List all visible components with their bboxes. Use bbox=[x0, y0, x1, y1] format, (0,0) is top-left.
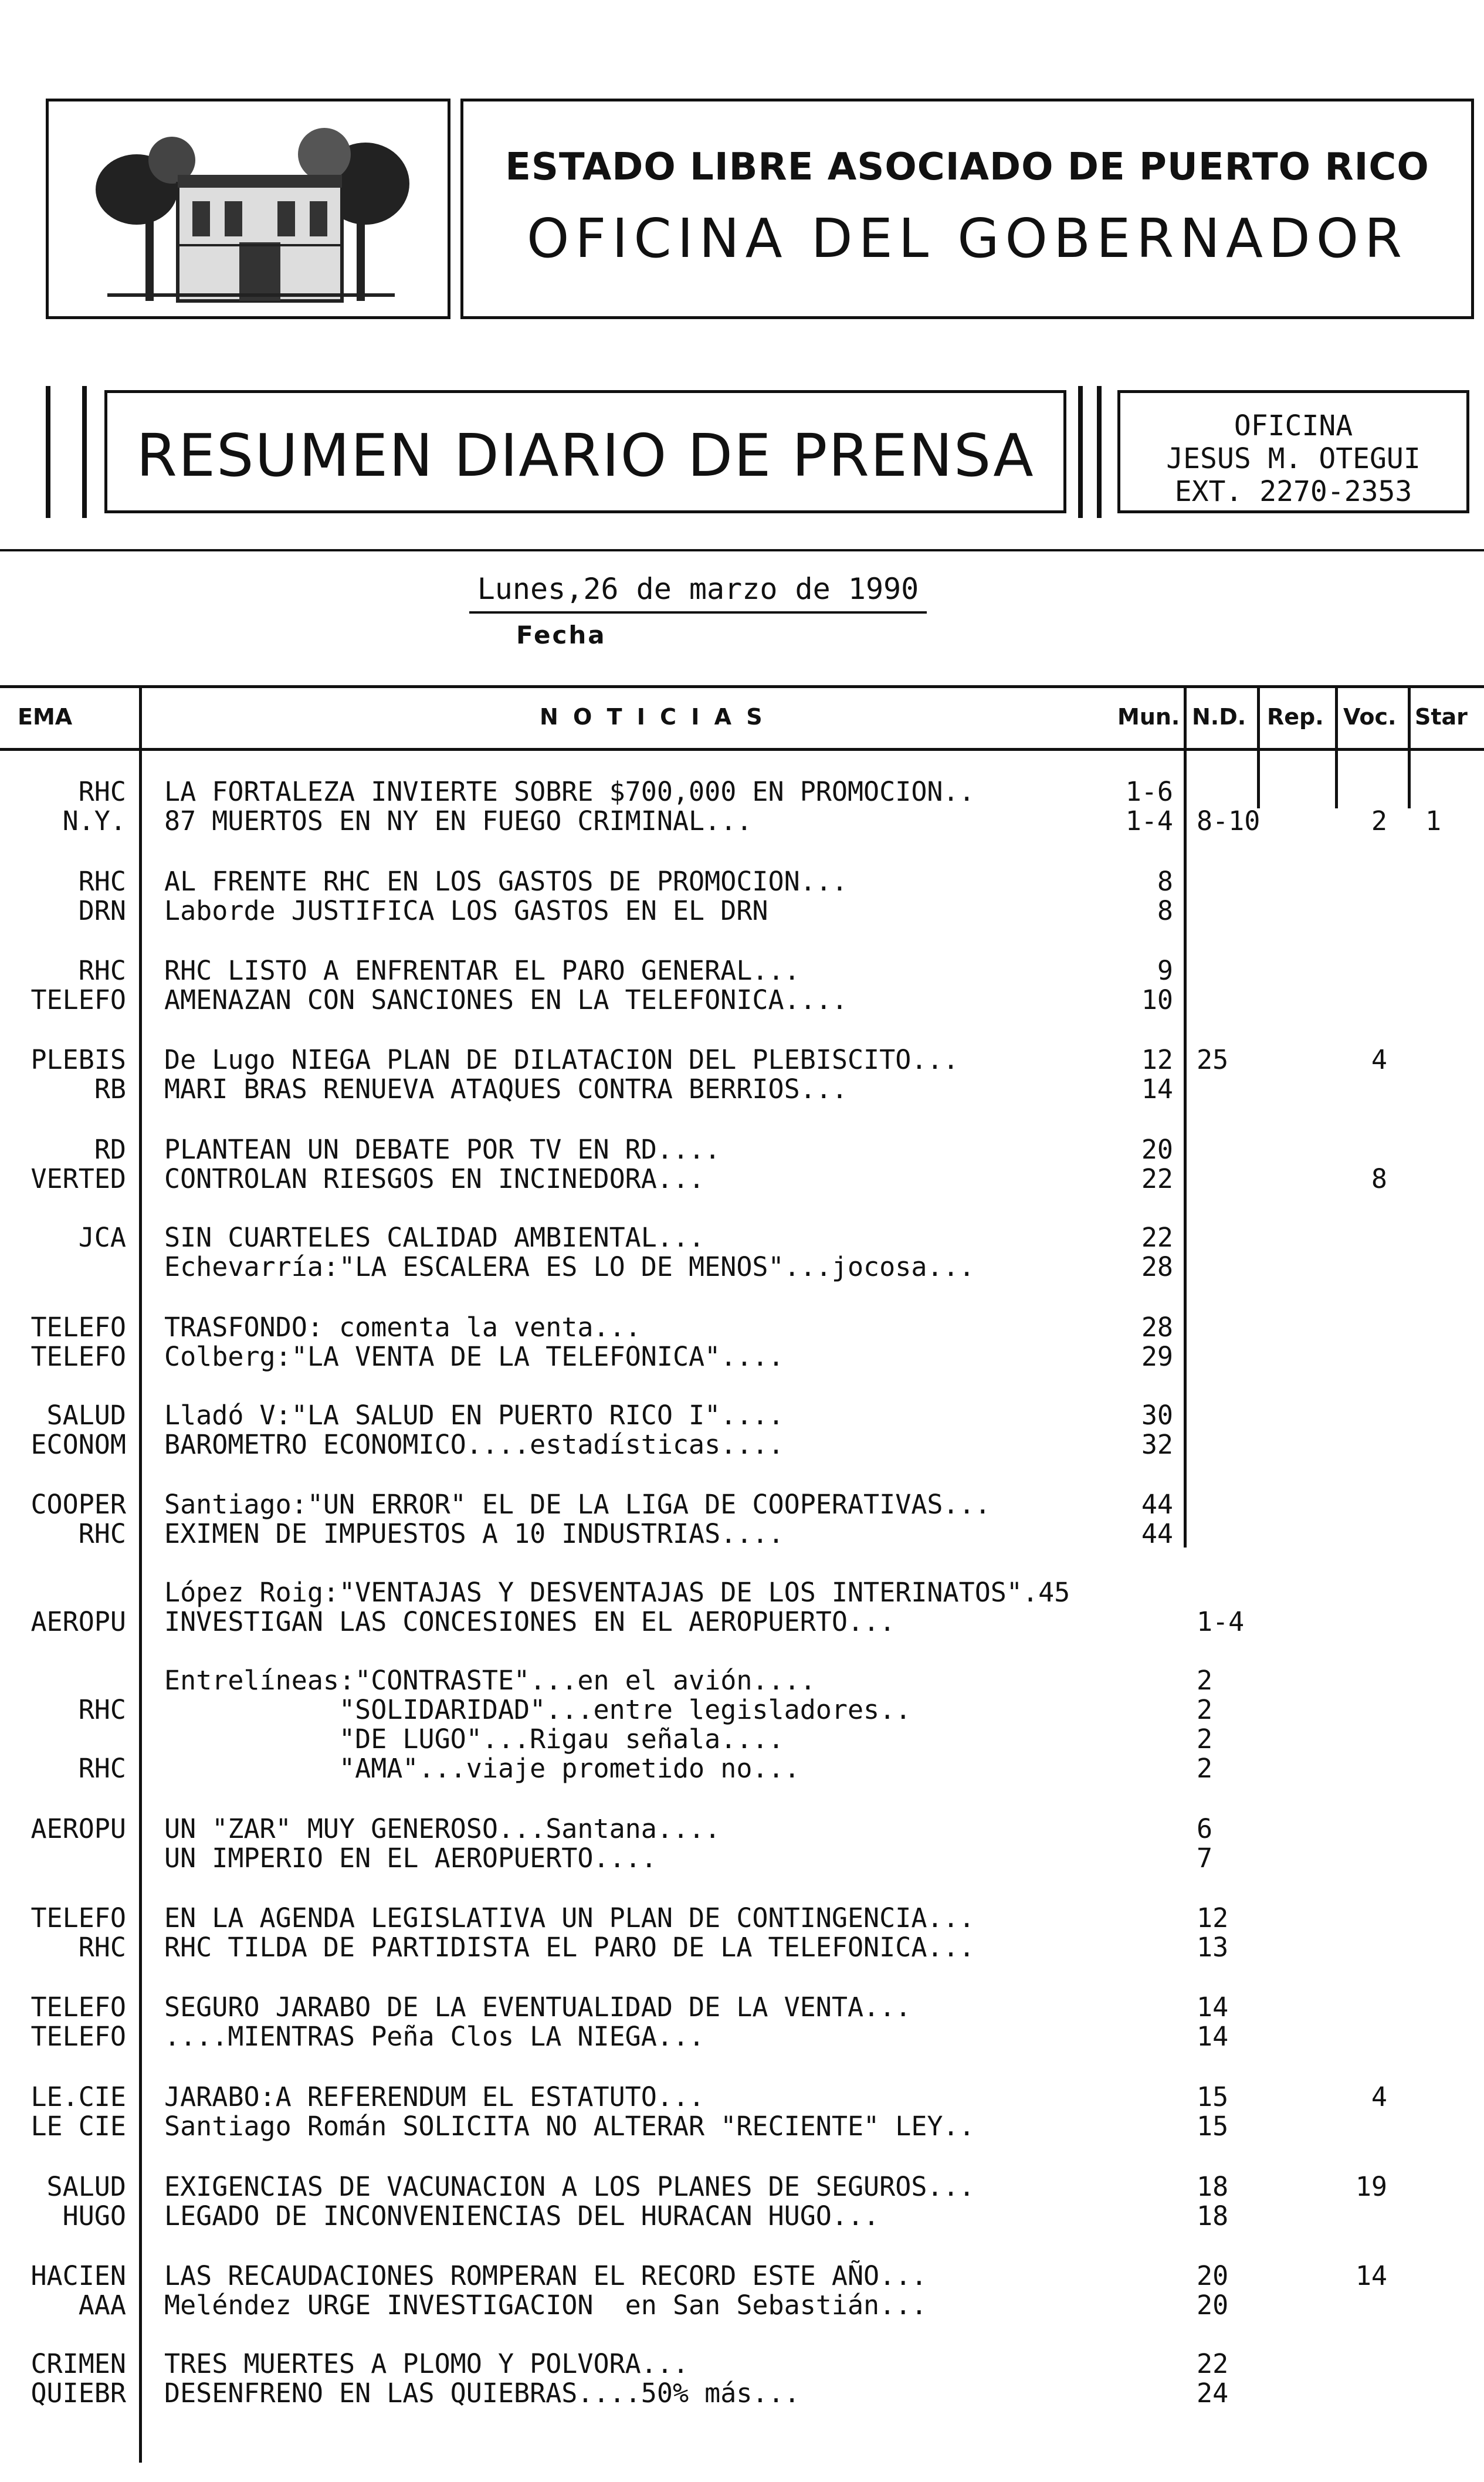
row-tema: RHC bbox=[78, 955, 126, 986]
row-news: LA FORTALEZA INVIERTE SOBRE $700,000 EN PROMOCION.. bbox=[164, 776, 975, 807]
row-news: Santiago Román SOLICITA NO ALTERAR "RECIENTE" LEY.. bbox=[164, 2111, 975, 2142]
row-tema: CRIMEN bbox=[31, 2348, 126, 2379]
column-divider bbox=[1408, 685, 1411, 808]
row-news: Colberg:"LA VENTA DE LA TELEFONICA".... bbox=[164, 1341, 784, 1372]
row-mun: 44 bbox=[1141, 1518, 1173, 1549]
row-news: Lladó V:"LA SALUD EN PUERTO RICO I".... bbox=[164, 1400, 784, 1431]
row-news: AL FRENTE RHC EN LOS GASTOS DE PROMOCION... bbox=[164, 866, 848, 897]
decorative-bar bbox=[82, 386, 87, 518]
row-news: AMENAZAN CON SANCIONES EN LA TELEFONICA.... bbox=[164, 984, 848, 1015]
row-mun: 22 bbox=[1141, 1163, 1173, 1194]
row-tema: HACIEN bbox=[31, 2260, 126, 2291]
row-mun: 1-4 bbox=[1125, 805, 1173, 837]
row-news: "DE LUGO"...Rigau señala.... bbox=[164, 1723, 784, 1755]
column-divider bbox=[1335, 685, 1338, 808]
header-voc: Voc. bbox=[1343, 704, 1397, 730]
row-tema: SALUD bbox=[46, 1400, 126, 1431]
row-nd: 24 bbox=[1197, 2378, 1229, 2409]
row-tema: RHC bbox=[78, 1753, 126, 1784]
row-tema: JCA bbox=[78, 1222, 126, 1253]
row-news: "AMA"...viaje prometido no... bbox=[164, 1753, 800, 1784]
row-news: EXIGENCIAS DE VACUNACION A LOS PLANES DE SEGUROS... bbox=[164, 2171, 975, 2202]
date-underline bbox=[469, 611, 927, 614]
logo-box bbox=[46, 99, 450, 319]
row-mun: 29 bbox=[1141, 1341, 1173, 1372]
row-mun: 8 bbox=[1157, 895, 1173, 926]
row-mun: 9 bbox=[1157, 955, 1173, 986]
oficina-label: OFICINA bbox=[1234, 409, 1353, 442]
row-tema: TELEFO bbox=[31, 984, 126, 1015]
row-nd: 1-4 bbox=[1197, 1606, 1245, 1637]
row-mun: 10 bbox=[1141, 984, 1173, 1015]
header-rep: Rep. bbox=[1267, 704, 1324, 730]
decorative-bar bbox=[1078, 386, 1083, 518]
row-tema: RB bbox=[94, 1074, 126, 1105]
row-mun: 28 bbox=[1141, 1312, 1173, 1343]
row-news: Echevarría:"LA ESCALERA ES LO DE MENOS"...jocosa... bbox=[164, 1251, 975, 1282]
row-news: RHC TILDA DE PARTIDISTA EL PARO DE LA TELEFONICA... bbox=[164, 1932, 975, 1963]
row-tema: PLEBIS bbox=[31, 1044, 126, 1075]
row-mun: 14 bbox=[1141, 1074, 1173, 1105]
header-line-1: ESTADO LIBRE ASOCIADO DE PUERTO RICO bbox=[505, 145, 1429, 189]
row-tema: SALUD bbox=[46, 2171, 126, 2202]
header-line-2: OFICINA DEL GOBERNADOR bbox=[526, 207, 1408, 270]
header-mun: Mun. bbox=[1117, 704, 1180, 730]
row-tema: QUIEBR bbox=[31, 2378, 126, 2409]
header-star: Star bbox=[1415, 704, 1468, 730]
row-tema: LE.CIE bbox=[31, 2081, 126, 2112]
row-mun: 28 bbox=[1141, 1251, 1173, 1282]
row-news: 87 MUERTOS EN NY EN FUEGO CRIMINAL... bbox=[164, 805, 753, 837]
government-building-logo-image bbox=[90, 119, 412, 307]
row-star: 1 bbox=[1425, 805, 1442, 837]
row-nd: 15 bbox=[1197, 2111, 1229, 2142]
row-news: LAS RECAUDACIONES ROMPERAN EL RECORD ESTE AÑO... bbox=[164, 2260, 927, 2291]
decorative-bar bbox=[46, 386, 50, 518]
column-divider bbox=[139, 685, 142, 2463]
row-news: "SOLIDARIDAD"...entre legisladores.. bbox=[164, 1694, 912, 1725]
row-news: EXIMEN DE IMPUESTOS A 10 INDUSTRIAS.... bbox=[164, 1518, 784, 1549]
row-news: De Lugo NIEGA PLAN DE DILATACION DEL PLEBISCITO... bbox=[164, 1044, 959, 1075]
row-tema: RHC bbox=[78, 1694, 126, 1725]
row-news: TRES MUERTES A PLOMO Y POLVORA... bbox=[164, 2348, 689, 2379]
row-voc: 2 bbox=[1371, 805, 1387, 837]
row-news: DESENFRENO EN LAS QUIEBRAS....50% más... bbox=[164, 2378, 800, 2409]
resumen-title: RESUMEN DIARIO DE PRENSA bbox=[136, 421, 1035, 490]
row-news: UN IMPERIO EN EL AEROPUERTO.... bbox=[164, 1843, 657, 1874]
row-news: PLANTEAN UN DEBATE POR TV EN RD.... bbox=[164, 1134, 721, 1165]
row-voc: 4 bbox=[1371, 2081, 1387, 2112]
row-voc: 4 bbox=[1371, 1044, 1387, 1075]
row-tema: HUGO bbox=[62, 2200, 126, 2232]
row-news: EN LA AGENDA LEGISLATIVA UN PLAN DE CONTINGENCIA... bbox=[164, 1902, 975, 1934]
row-news: Santiago:"UN ERROR" EL DE LA LIGA DE COOPERATIVAS... bbox=[164, 1489, 991, 1520]
row-mun: 12 bbox=[1141, 1044, 1173, 1075]
row-tema: ECONOM bbox=[31, 1429, 126, 1460]
row-news: LEGADO DE INCONVENIENCIAS DEL HURACAN HUGO... bbox=[164, 2200, 880, 2232]
row-voc: 8 bbox=[1371, 1163, 1387, 1194]
date-text: Lunes,26 de marzo de 1990 bbox=[477, 572, 919, 606]
row-nd: 14 bbox=[1197, 1992, 1229, 2023]
table-top-rule bbox=[0, 685, 1484, 688]
row-nd: 7 bbox=[1197, 1843, 1213, 1874]
row-tema: AEROPU bbox=[31, 1606, 126, 1637]
row-mun: 44 bbox=[1141, 1489, 1173, 1520]
row-mun: 30 bbox=[1141, 1400, 1173, 1431]
row-nd: 13 bbox=[1197, 1932, 1229, 1963]
row-nd: 20 bbox=[1197, 2260, 1229, 2291]
fecha-label: Fecha bbox=[516, 621, 607, 649]
oficina-box bbox=[1117, 390, 1469, 513]
row-nd: 2 bbox=[1197, 1694, 1213, 1725]
row-nd: 12 bbox=[1197, 1902, 1229, 1934]
row-nd: 8-10 bbox=[1197, 805, 1261, 837]
row-nd: 15 bbox=[1197, 2081, 1229, 2112]
row-news: López Roig:"VENTAJAS Y DESVENTAJAS DE LOS INTERINATOS".45 bbox=[164, 1577, 1070, 1608]
row-news: UN "ZAR" MUY GENEROSO...Santana.... bbox=[164, 1813, 721, 1844]
row-nd: 20 bbox=[1197, 2290, 1229, 2321]
row-tema: TELEFO bbox=[31, 2021, 126, 2052]
row-news: Meléndez URGE INVESTIGACION en San Sebastián... bbox=[164, 2290, 927, 2321]
row-news: Entrelíneas:"CONTRASTE"...en el avión.... bbox=[164, 1665, 816, 1696]
row-mun: 32 bbox=[1141, 1429, 1173, 1460]
row-tema: RHC bbox=[78, 1518, 126, 1549]
row-news: SEGURO JARABO DE LA EVENTUALIDAD DE LA VENTA... bbox=[164, 1992, 912, 2023]
row-nd: 22 bbox=[1197, 2348, 1229, 2379]
row-mun: 8 bbox=[1157, 866, 1173, 897]
row-tema: COOPER bbox=[31, 1489, 126, 1520]
row-tema: RHC bbox=[78, 866, 126, 897]
row-tema: VERTED bbox=[31, 1163, 126, 1194]
row-tema: TELEFO bbox=[31, 1992, 126, 2023]
row-news: CONTROLAN RIESGOS EN INCINEDORA... bbox=[164, 1163, 705, 1194]
row-nd: 18 bbox=[1197, 2200, 1229, 2232]
row-nd: 18 bbox=[1197, 2171, 1229, 2202]
row-tema: LE CIE bbox=[31, 2111, 126, 2142]
row-tema: N.Y. bbox=[62, 805, 126, 837]
row-mun: 20 bbox=[1141, 1134, 1173, 1165]
row-mun: 22 bbox=[1141, 1222, 1173, 1253]
row-news: ....MIENTRAS Peña Clos LA NIEGA... bbox=[164, 2021, 705, 2052]
row-tema: AEROPU bbox=[31, 1813, 126, 1844]
row-nd: 2 bbox=[1197, 1753, 1213, 1784]
row-news: INVESTIGAN LAS CONCESIONES EN EL AEROPUERTO... bbox=[164, 1606, 896, 1637]
row-tema: DRN bbox=[78, 895, 126, 926]
header-noticias: N O T I C I A S bbox=[540, 704, 766, 730]
row-tema: TELEFO bbox=[31, 1341, 126, 1372]
row-news: SIN CUARTELES CALIDAD AMBIENTAL... bbox=[164, 1222, 705, 1253]
table-header-rule bbox=[0, 748, 1484, 751]
oficina-contact-name: JESUS M. OTEGUI bbox=[1166, 442, 1421, 475]
row-tema: RD bbox=[94, 1134, 126, 1165]
row-mun: 1-6 bbox=[1125, 776, 1173, 807]
row-tema: RHC bbox=[78, 1932, 126, 1963]
header-tema: EMA bbox=[18, 704, 73, 730]
row-nd: 25 bbox=[1197, 1044, 1229, 1075]
row-tema: TELEFO bbox=[31, 1902, 126, 1934]
row-news: RHC LISTO A ENFRENTAR EL PARO GENERAL... bbox=[164, 955, 800, 986]
row-nd: 6 bbox=[1197, 1813, 1213, 1844]
row-tema: RHC bbox=[78, 776, 126, 807]
row-nd: 2 bbox=[1197, 1723, 1213, 1755]
row-voc: 14 bbox=[1355, 2260, 1387, 2291]
row-news: MARI BRAS RENUEVA ATAQUES CONTRA BERRIOS... bbox=[164, 1074, 848, 1105]
oficina-extension: EXT. 2270-2353 bbox=[1174, 475, 1412, 508]
row-tema: TELEFO bbox=[31, 1312, 126, 1343]
title-box bbox=[460, 99, 1474, 319]
header-nd: N.D. bbox=[1192, 704, 1246, 730]
resumen-box bbox=[104, 390, 1066, 513]
row-news: JARABO:A REFERENDUM EL ESTATUTO... bbox=[164, 2081, 705, 2112]
row-news: TRASFONDO: comenta la venta... bbox=[164, 1312, 641, 1343]
row-nd: 2 bbox=[1197, 1665, 1213, 1696]
column-divider bbox=[1184, 685, 1187, 1548]
decorative-bar bbox=[1097, 386, 1102, 518]
row-voc: 19 bbox=[1355, 2171, 1387, 2202]
column-divider bbox=[1257, 685, 1260, 808]
separator-rule bbox=[0, 549, 1484, 551]
row-news: Laborde JUSTIFICA LOS GASTOS EN EL DRN bbox=[164, 895, 768, 926]
row-news: BAROMETRO ECONOMICO....estadísticas.... bbox=[164, 1429, 784, 1460]
row-nd: 14 bbox=[1197, 2021, 1229, 2052]
row-tema: AAA bbox=[78, 2290, 126, 2321]
